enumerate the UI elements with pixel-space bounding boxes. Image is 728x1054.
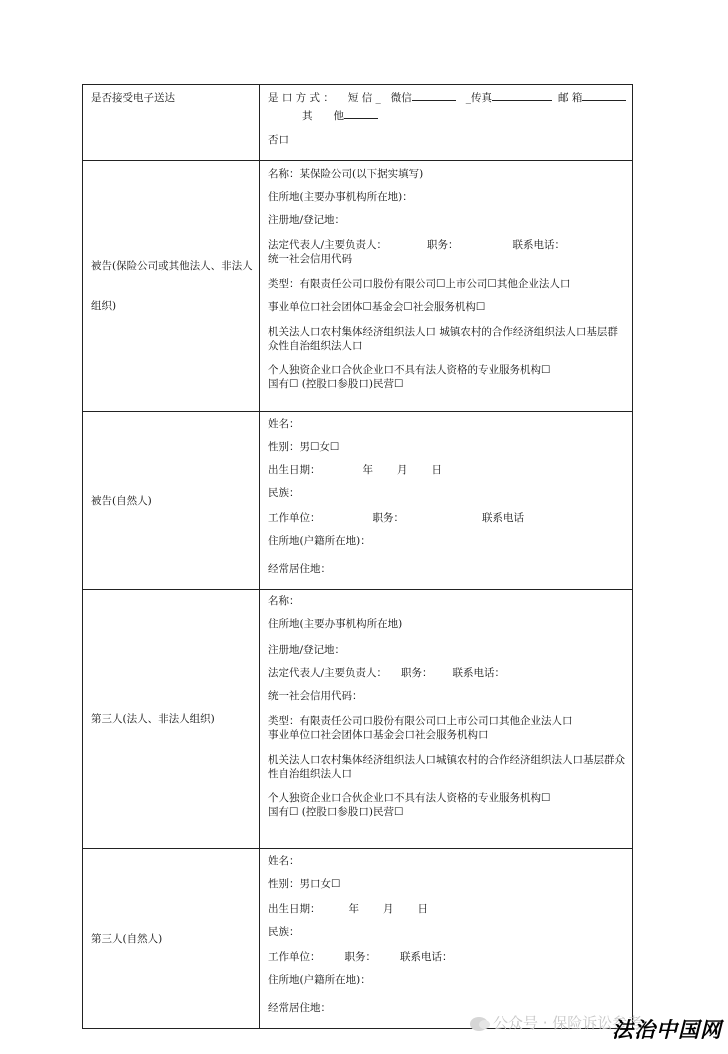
other-blank[interactable] bbox=[344, 107, 378, 119]
defendant-org-rep: 法定代表人/主要负责人： bbox=[268, 239, 388, 251]
defendant-org-position: 职务： bbox=[427, 239, 459, 251]
defendant-org-type-3: 机关法人口农村集体经济组织法人口 城镇农村的合作经济组织法人口基层群众性自治组织法人口 bbox=[268, 326, 618, 352]
defendant-person-phone: 联系电话 bbox=[482, 512, 524, 524]
defendant-org-row bbox=[83, 161, 633, 412]
defendant-person-day: 日 bbox=[431, 464, 442, 476]
defendant-person-ethnicity: 民族： bbox=[268, 487, 300, 499]
fax-option[interactable]: _传真 bbox=[465, 92, 493, 104]
electronic-service-methods bbox=[268, 89, 626, 105]
third-org-label: 第三人(法人、非法人组织) bbox=[83, 590, 260, 849]
wechat-option[interactable]: 微信 bbox=[390, 92, 412, 104]
third-org-row bbox=[83, 590, 633, 849]
defendant-person-birth-line bbox=[268, 463, 626, 477]
defendant-person-gender: 性别：男☐女☐ bbox=[268, 441, 340, 453]
defendant-person-workplace: 工作单位： bbox=[268, 512, 321, 524]
third-org-type-4: 个人独资企业口合伙企业口不具有法人资格的专业服务机构☐ bbox=[268, 792, 551, 804]
defendant-person-fields bbox=[260, 412, 633, 590]
third-org-rep-line bbox=[268, 666, 626, 680]
defendant-person-birth: 出生日期： bbox=[268, 464, 321, 476]
third-person-label: 第三人(自然人) bbox=[83, 849, 260, 1029]
defendant-person-month: 月 bbox=[397, 464, 408, 476]
defendant-person-position: 职务： bbox=[372, 512, 404, 524]
defendant-org-type-2: 事业单位口社会团体☐基金会☐社会服务机构☐ bbox=[268, 301, 486, 313]
third-org-registration: 注册地/登记地： bbox=[268, 644, 346, 656]
other-option[interactable]: 其 他 bbox=[302, 110, 344, 122]
wechat-icon bbox=[470, 1017, 488, 1031]
third-org-credit-code: 统一社会信用代码： bbox=[268, 690, 363, 702]
wechat-blank[interactable] bbox=[412, 89, 456, 101]
defendant-org-registration: 注册地/登记地： bbox=[268, 214, 346, 226]
electronic-service-label: 是否接受电子送达 bbox=[83, 85, 260, 161]
third-person-month: 月 bbox=[383, 903, 394, 915]
third-org-name: 名称： bbox=[268, 595, 300, 607]
third-org-phone: 联系电话： bbox=[452, 667, 506, 679]
defendant-org-type-4: 个人独资企业口合伙企业口不具有法人资格的专业服务机构☐ bbox=[268, 364, 551, 376]
defendant-org-type-1: 类型：有限责任公司口股份有限公司☐上市公司☐其他企业法人口 bbox=[268, 278, 571, 290]
third-org-residence: 住所地(主要办事机构所在地) bbox=[268, 618, 403, 630]
defendant-person-name: 姓名： bbox=[268, 418, 300, 430]
defendant-org-name: 名称：某保险公司(以下据实填写) bbox=[268, 168, 424, 180]
defendant-org-type-5: 国有☐ (控股口参股口)民营☐ bbox=[268, 378, 404, 390]
defendant-org-phone: 联系电话： bbox=[512, 239, 566, 251]
email-blank[interactable] bbox=[582, 89, 626, 101]
other-method-line bbox=[268, 107, 626, 123]
yes-method-label: 是 口 方 式 ： bbox=[268, 92, 334, 104]
defendant-org-credit-code: 统一社会信用代码 bbox=[268, 253, 352, 265]
third-person-fields bbox=[260, 849, 633, 1029]
third-org-type-3: 机关法人口农村集体经济组织法人口城镇农村的合作经济组织法人口基层群众性自治组织法人口 bbox=[268, 754, 625, 780]
third-person-day: 日 bbox=[417, 903, 428, 915]
third-person-ethnicity: 民族： bbox=[268, 926, 300, 938]
third-person-habitual: 经常居住地： bbox=[268, 1002, 331, 1014]
fax-blank[interactable] bbox=[492, 89, 552, 101]
third-org-type-2: 事业单位口社会团体口基金会口社会服务机构口 bbox=[268, 729, 489, 741]
complaint-form-table bbox=[82, 84, 633, 1029]
electronic-service-row bbox=[83, 85, 633, 161]
defendant-person-residence: 住所地(户籍所在地)： bbox=[268, 535, 371, 547]
watermark-text: 公众号 · 保险诉讼参考 bbox=[493, 1014, 643, 1032]
no-option[interactable]: 否口 bbox=[268, 134, 289, 146]
third-person-year: 年 bbox=[348, 903, 359, 915]
third-org-fields bbox=[260, 590, 633, 849]
sms-option[interactable]: 短 信 _ bbox=[347, 92, 381, 104]
third-org-position: 职务： bbox=[401, 667, 433, 679]
third-person-position: 职务： bbox=[344, 951, 376, 963]
defendant-person-row bbox=[83, 412, 633, 590]
third-person-phone: 联系电话： bbox=[400, 951, 453, 963]
email-option[interactable]: 邮 箱 bbox=[558, 92, 583, 104]
defendant-person-year: 年 bbox=[362, 464, 373, 476]
defendant-person-habitual: 经常居住地： bbox=[268, 563, 331, 575]
third-org-type-1: 类型：有限责任公司口股份有限公司口上市公司口其他企业法人口 bbox=[268, 715, 573, 727]
third-org-rep: 法定代表人/主要负责人： bbox=[268, 667, 388, 679]
third-person-gender: 性别：男口女☐ bbox=[268, 878, 341, 890]
third-org-type-5: 国有☐ (控股口参股口)民营☐ bbox=[268, 806, 404, 818]
electronic-service-options bbox=[260, 85, 633, 161]
third-person-birth-line bbox=[268, 902, 626, 916]
defendant-person-label: 被告(自然人) bbox=[83, 412, 260, 590]
third-person-name: 姓名： bbox=[268, 855, 300, 867]
defendant-org-fields bbox=[260, 161, 633, 412]
third-person-work-line bbox=[268, 950, 626, 964]
site-brand-logo: 法治中国网 bbox=[612, 1018, 722, 1042]
third-person-workplace: 工作单位： bbox=[268, 951, 321, 963]
defendant-person-work-line bbox=[268, 511, 626, 525]
defendant-org-residence: 住所地(主要办事机构所在地)： bbox=[268, 191, 413, 203]
defendant-org-label: 被告(保险公司或其他法人、非法人组织) bbox=[83, 161, 260, 412]
third-person-birth: 出生日期： bbox=[268, 903, 321, 915]
third-person-row bbox=[83, 849, 633, 1029]
defendant-org-rep-line bbox=[268, 238, 626, 252]
third-person-residence: 住所地(户籍所在地)： bbox=[268, 974, 371, 986]
